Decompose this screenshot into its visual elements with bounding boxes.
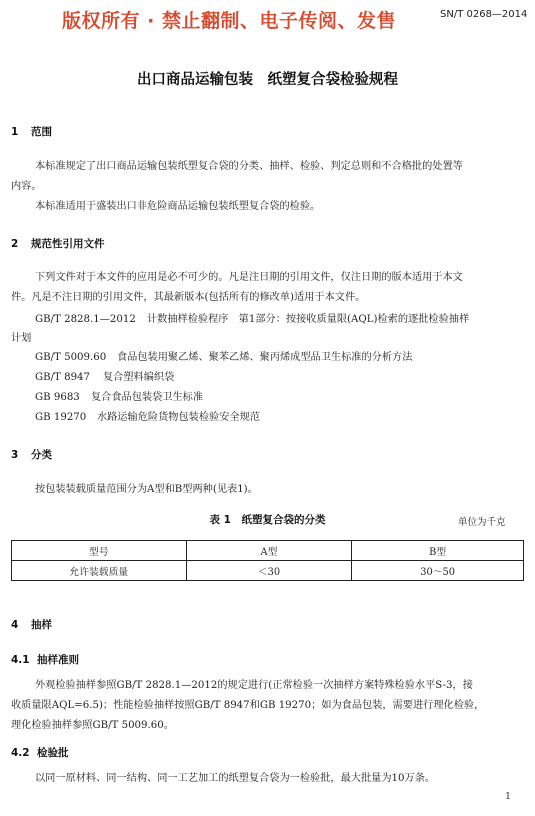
reference-title: 水路运输危险货物包装检验安全规范 <box>97 412 260 423</box>
subsection-number: 4.1 <box>11 654 30 666</box>
inspection-lot-paragraph: 以同一原材料、同一结构、同一工艺加工的纸塑复合袋为一检验批，最大批量为10万条。 <box>35 773 436 784</box>
section-4-heading <box>11 617 52 632</box>
normative-intro-line: 件。凡是不注日期的引用文件，其最新版本(包括所有的修改单)适用于本文件。 <box>11 292 366 303</box>
scope-paragraph-line: 内容。 <box>11 181 42 192</box>
scope-paragraph: 本标准适用于盛装出口非危险商品运输包装纸塑复合袋的检验。 <box>35 201 321 212</box>
standard-code: SN/T 0268—2014 <box>440 9 528 20</box>
section-title: 分类 <box>31 449 52 461</box>
classification-paragraph: 按包装装载质量范围分为A型和B型两种(见表1)。 <box>35 484 258 495</box>
subsection-4-1-heading <box>11 652 79 667</box>
section-number: 3 <box>11 449 19 461</box>
reference-title: 计数抽样检验程序 第1部分：按接收质量限(AQL)检索的逐批检验抽样 <box>147 314 470 325</box>
table-row <box>12 561 524 581</box>
section-number: 2 <box>11 238 19 250</box>
reference-title: 食品包装用聚乙烯、聚苯乙烯、聚丙烯成型品卫生标准的分析方法 <box>117 352 413 363</box>
section-2-heading <box>11 236 105 251</box>
table-cell: 允许装载质量 <box>12 561 187 581</box>
reference-code: GB/T 2828.1—2012 <box>35 314 136 325</box>
sampling-paragraph-line: 理化检验抽样参照GB/T 5009.60。 <box>11 720 174 731</box>
normative-reference-item <box>35 408 260 428</box>
section-title: 范围 <box>31 126 52 138</box>
table-unit: 单位为千克 <box>458 517 506 528</box>
normative-reference-item <box>35 368 174 388</box>
reference-title: 复合食品包装袋卫生标准 <box>91 392 204 403</box>
reference-title-continuation: 计划 <box>11 333 32 344</box>
table-caption: 表 1 纸塑复合袋的分类 <box>209 514 326 526</box>
normative-reference-item <box>35 348 412 368</box>
document-title: 出口商品运输包装 纸塑复合袋检验规程 <box>137 72 398 88</box>
section-number: 4 <box>11 619 19 631</box>
normative-intro-line: 下列文件对于本文件的应用是必不可少的。凡是注日期的引用文件，仅注日期的版本适用于本文 <box>35 272 463 283</box>
table-header-row <box>12 541 524 561</box>
normative-reference-item <box>35 388 203 408</box>
section-title: 抽样 <box>31 619 52 631</box>
table-cell: 30～50 <box>352 561 524 581</box>
subsection-4-2-heading <box>11 745 69 760</box>
reference-code: GB 9683 <box>35 392 80 403</box>
page-number: 1 <box>505 791 512 802</box>
reference-title: 复合塑料编织袋 <box>103 372 175 383</box>
reference-code: GB/T 5009.60 <box>35 352 107 363</box>
reference-code: GB/T 8947 <box>35 372 91 383</box>
subsection-number: 4.2 <box>11 747 30 759</box>
reference-code: GB 19270 <box>35 412 87 423</box>
table-cell: ＜30 <box>186 561 352 581</box>
sampling-paragraph-line: 外观检验抽样参照GB/T 2828.1—2012的规定进行(正常检验一次抽样方案特殊检验水平S-3，接 <box>35 680 473 691</box>
classification-table <box>11 540 524 581</box>
table-header-cell: B型 <box>352 541 524 561</box>
subsection-title: 检验批 <box>37 747 69 759</box>
section-1-heading <box>11 124 52 139</box>
normative-reference-item <box>35 310 469 330</box>
section-number: 1 <box>11 126 19 138</box>
section-title: 规范性引用文件 <box>31 238 105 250</box>
table-header-cell: 型号 <box>12 541 187 561</box>
sampling-paragraph-line: 收质量限AQL=6.5)；性能检验抽样按照GB/T 8947和GB 19270；如为食品包装，需要进行理化检验， <box>11 700 485 711</box>
subsection-title: 抽样准则 <box>37 654 79 666</box>
section-3-heading <box>11 447 52 462</box>
copyright-watermark: 版权所有 · 禁止翻制、电子传阅、发售 <box>62 10 396 32</box>
table-header-cell: A型 <box>186 541 352 561</box>
scope-paragraph-line: 本标准规定了出口商品运输包装纸塑复合袋的分类、抽样、检验、判定总则和不合格批的处置等 <box>35 161 463 172</box>
